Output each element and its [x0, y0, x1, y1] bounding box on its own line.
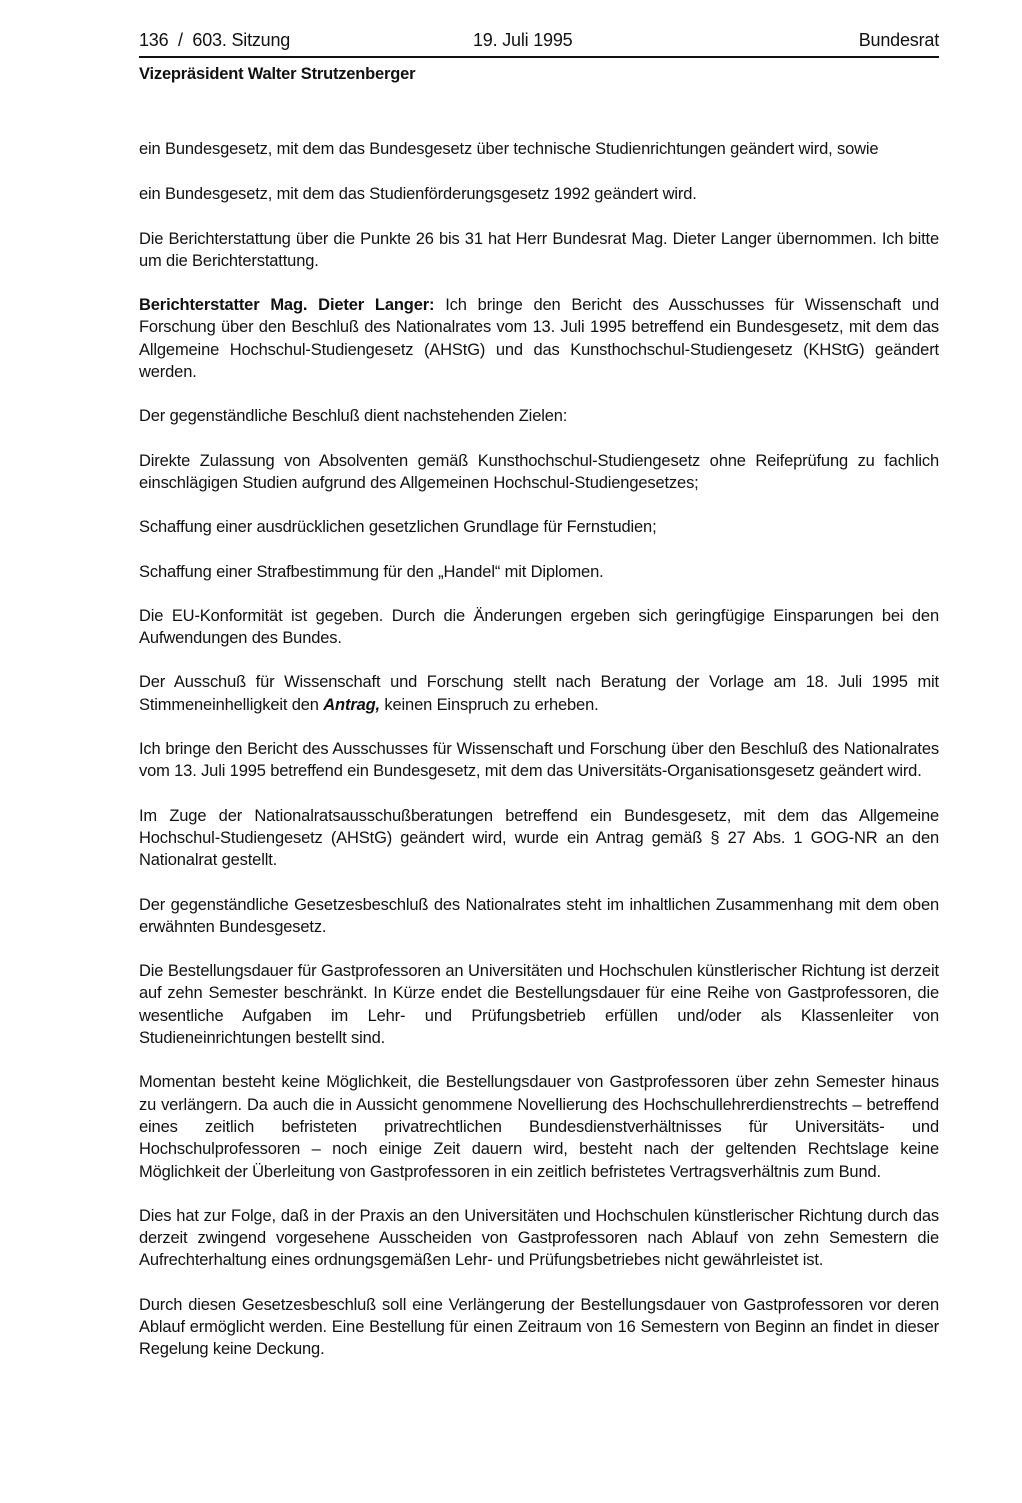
speaker-heading: Vizepräsident Walter Strutzenberger: [139, 65, 416, 83]
paragraph: Durch diesen Gesetzesbeschluß soll eine Verlängerung der Bestellungsdauer von Gastprofessoren vor deren Ablauf ermöglicht werden. Eine Bestellung für einen Zeitraum von 16 Semestern von Beginn an findet in dieser Regelung keine Deckung.: [139, 1295, 939, 1359]
institution-name: Bundesrat: [858, 30, 939, 50]
paragraph-goal: Direkte Zulassung von Absolventen gemäß Kunsthochschul-Studiengesetz ohne Reifeprüfung zu fachlich einschlägigen Studien aufgrund des Allgemeinen Hochschul-Studiengesetzes;: [139, 451, 939, 492]
paragraph-report: [139, 294, 939, 383]
paragraph-text: Ich bringe den Bericht des Ausschusses für Wissenschaft und Forschung über den Beschluß des Nationalrates vom 13. Juli 1995 betreffend ein Bundesgesetz, mit dem das Allgemeine Hochschul-Studiengesetz (AHStG) und das Kunsthochschul-Studiengesetz (KHStG) geändert werden.: [139, 296, 940, 382]
paragraph-text: Der Ausschuß für Wissenschaft und Forschung stellt nach Beratung der Vorlage am 18. Juli 1995 mit Stimmeneinhelligkeit den: [139, 673, 939, 714]
rapporteur-label: Berichterstatter Mag. Dieter Langer:: [139, 296, 435, 315]
page-and-session: 136 / 603. Sitzung: [139, 30, 291, 50]
paragraph-goal: Schaffung einer Strafbestimmung für den „Handel“ mit Diplomen.: [139, 562, 604, 581]
paragraph-motion: [139, 671, 939, 716]
paragraph: ein Bundesgesetz, mit dem das Studienförderungsgesetz 1992 geändert wird.: [139, 185, 697, 204]
paragraph: Im Zuge der Nationalratsausschußberatungen betreffend ein Bundesgesetz, mit dem das Allgemeine Hochschul-Studiengesetz (AHStG) geändert wird, wurde ein Antrag gemäß § 27 Abs. 1 GOG-NR an den Nationalrat gestellt.: [139, 806, 939, 870]
paragraph: Ich bringe den Bericht des Ausschusses für Wissenschaft und Forschung über den Beschluß des Nationalrates vom 13. Juli 1995 betreffend ein Bundesgesetz, mit dem das Universitäts-Organisationsgesetz geändert wird.: [139, 740, 939, 781]
paragraph: Der gegenständliche Gesetzesbeschluß des Nationalrates steht im inhaltlichen Zusammenhang mit dem oben erwähnten Bundesgesetz.: [139, 895, 939, 936]
session-date: 19. Juli 1995: [473, 30, 573, 50]
header-divider: [139, 56, 939, 58]
body-text: [139, 138, 939, 1383]
paragraph: Die EU-Konformität ist gegeben. Durch die Änderungen ergeben sich geringfügige Einsparungen bei den Aufwendungen des Bundes.: [139, 606, 939, 648]
paragraph: Momentan besteht keine Möglichkeit, die Bestellungsdauer von Gastprofessoren über zehn Semester hinaus zu verlängern. Da auch die in Aussicht genommene Novellierung des Hochschullehrerdienstrechts – betreffend eines zeitlich befristeten privatrechtlichen Bundesdienstverhältnisses für Universitäts- und Hochschulprofessoren – noch einige Zeit dauern wird, besteht nach der geltenden Rechtslage keine Möglichkeit der Überleitung von Gastprofessoren in ein zeitlich befristetes Vertragsverhältnis zum Bund.: [139, 1073, 939, 1181]
paragraph: Die Berichterstattung über die Punkte 26 bis 31 hat Herr Bundesrat Mag. Dieter Langer übernommen. Ich bitte um die Berichterstattung.: [139, 229, 939, 270]
paragraph-text: keinen Einspruch zu erheben.: [379, 695, 599, 714]
paragraph-goal: Schaffung einer ausdrücklichen gesetzlichen Grundlage für Fernstudien;: [139, 518, 657, 537]
paragraph: Die Bestellungsdauer für Gastprofessoren an Universitäten und Hochschulen künstlerischer Richtung ist derzeit auf zehn Semester beschränkt. In Kürze endet die Bestellungsdauer für eine Reihe von Gastprofessoren, die wesentliche Aufgaben im Lehr- und Prüfungsbetrieb erfüllen und/oder als Klassenleiter von Studieneinrichtungen bestellt sind.: [139, 962, 939, 1048]
paragraph: Der gegenständliche Beschluß dient nachstehenden Zielen:: [139, 407, 568, 426]
paragraph: Dies hat zur Folge, daß in der Praxis an den Universitäten und Hochschulen künstlerischer Richtung durch das derzeit zwingend vorgesehene Ausscheiden von Gastprofessoren nach Ablauf von zehn Semestern die Aufrechterhaltung eines ordnungsgemäßen Lehr- und Prüfungsbetriebes nicht gewährleistet ist.: [139, 1206, 939, 1270]
running-header: [139, 28, 939, 52]
motion-emphasis: Antrag,: [323, 695, 380, 714]
paragraph: ein Bundesgesetz, mit dem das Bundesgesetz über technische Studienrichtungen geändert wird, sowie: [139, 140, 879, 158]
